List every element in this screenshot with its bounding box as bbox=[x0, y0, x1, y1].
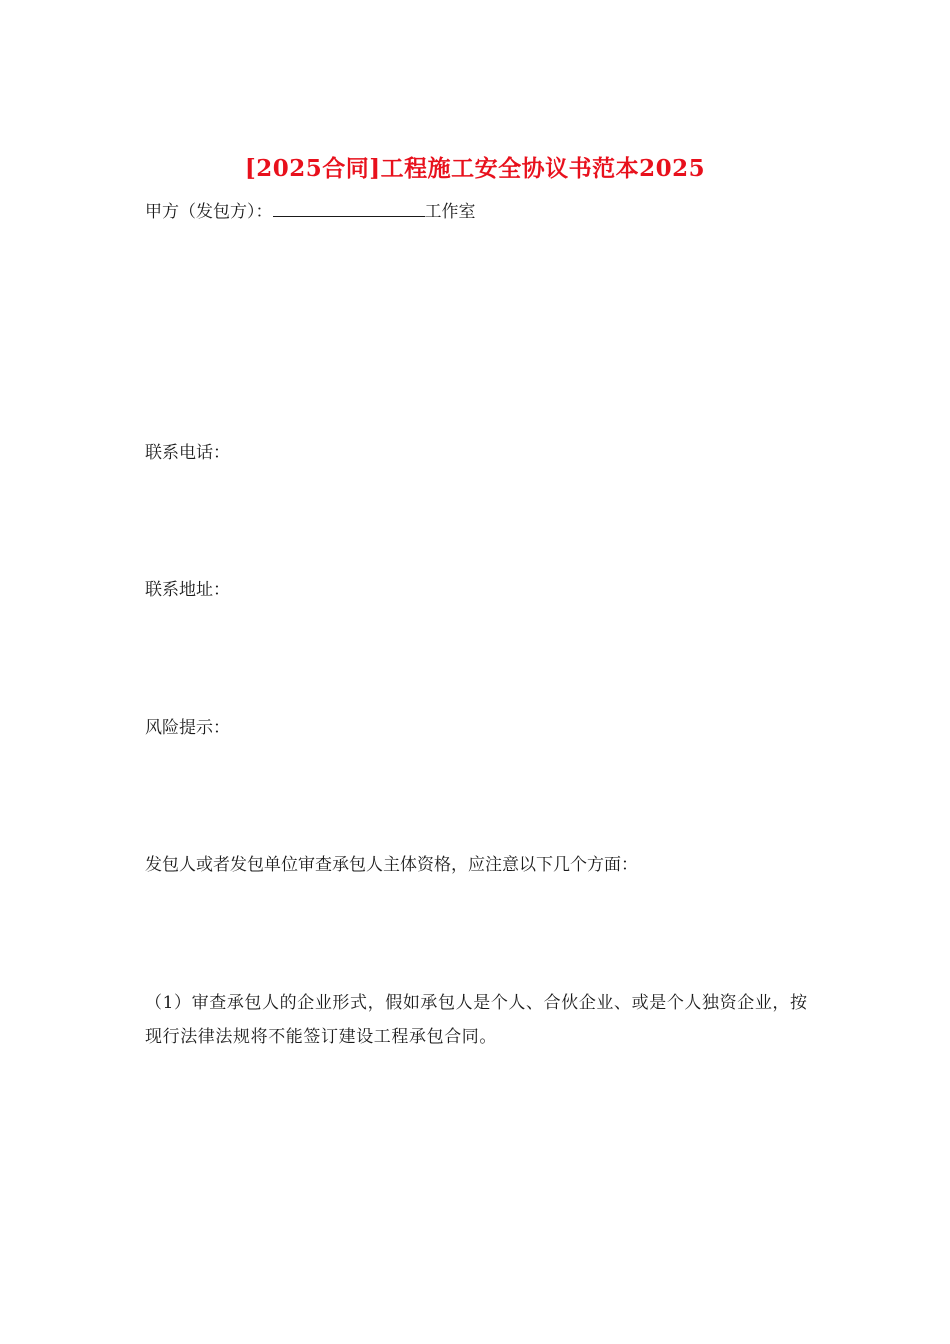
party-a-suffix: 工作室 bbox=[424, 202, 476, 222]
party-a-line bbox=[145, 197, 476, 227]
contact-address-label: 联系地址： bbox=[145, 580, 230, 600]
party-a-label: 甲方（发包方）： bbox=[145, 202, 273, 222]
party-a-blank-field bbox=[273, 198, 425, 217]
document-title: [2025合同]工程施工安全协议书范本2025 bbox=[244, 155, 706, 182]
contact-phone-label: 联系电话： bbox=[145, 443, 230, 463]
item-1-paragraph: （1）审查承包人的企业形式，假如承包人是个人、合伙企业、或是个人独资企业，按现行法律法规将不能签订建设工程承包合同。 bbox=[145, 993, 808, 1047]
intro-paragraph: 发包人或者发包单位审查承包人主体资格，应注意以下几个方面： bbox=[145, 855, 638, 875]
risk-heading: 风险提示： bbox=[145, 718, 230, 738]
